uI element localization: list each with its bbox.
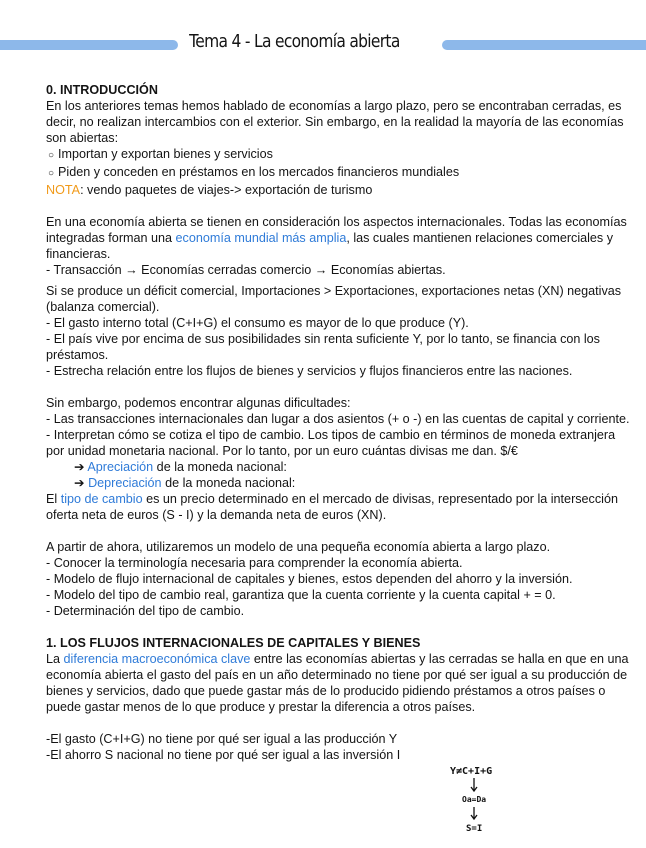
list-item: - Las transacciones internacionales dan lugar a dos asientos (+ o -) en las cuentas de capital y corriente. xyxy=(46,412,630,426)
list-item: - Modelo del tipo de cambio real, garantiza que la cuenta corriente y la cuenta capital + = 0. xyxy=(46,588,556,602)
title-decoration-left xyxy=(0,40,178,50)
arrow-right-icon: ➔ xyxy=(74,460,85,474)
page-title: Tema 4 - La economía abierta xyxy=(189,31,400,52)
exchange-rate-paragraph: El tipo de cambio es un precio determinado en el mercado de divisas, representado por la intersección oferta neta de euros (S - I) y la demanda neta de euros (XN). xyxy=(46,492,618,522)
list-item: - Interpretan cómo se cotiza el tipo de cambio. Los tipos de cambio en términos de moneda extranjera por unidad monetaria nacional. Por lo tanto, por un euro cuántas divisas me dan. $/€ xyxy=(46,428,616,458)
model-intro: A partir de ahora, utilizaremos un modelo de una pequeña economía abierta a largo plazo. xyxy=(46,540,551,554)
list-item: -El ahorro S nacional no tiene por qué ser igual a las inversión I xyxy=(46,748,401,762)
difficulties-intro: Sin embargo, podemos encontrar algunas dificultades: xyxy=(46,396,351,410)
list-item: - Conocer la terminología necesaria para comprender la economía abierta. xyxy=(46,556,463,570)
handwritten-line-2: Oa=Da xyxy=(462,795,487,804)
intro-paragraph: En los anteriores temas hemos hablado de economías a largo plazo, pero se encontraban cerradas, es decir, no realizan intercambios con el exterior. Sin embargo, en la realidad la mayoría de las economías son abiertas: xyxy=(46,99,624,145)
highlight-term: tipo de cambio xyxy=(60,492,143,506)
arrow-right-icon: ➔ xyxy=(74,476,85,490)
highlight-term: economía mundial más amplia xyxy=(175,231,347,245)
document-body xyxy=(46,82,631,763)
circle-bullet-icon: ○ xyxy=(48,150,55,161)
flows-paragraph: La diferencia macroeconómica clave entre las economías abiertas y las cerradas se halla en que en una economía abierta el gasto del país en un año determinado no tiene por qué ser igual a su producción de bienes y servicios, dado que puede gastar más de lo producido pidiendo préstamos a otros países o puede gastar menos de lo que produce y prestar la diferencia a otros países. xyxy=(46,652,629,714)
list-item: ➔ Depreciación de la moneda nacional: xyxy=(74,476,296,490)
section-heading-flows: 1. LOS FLUJOS INTERNACIONALES DE CAPITALES Y BIENES xyxy=(46,636,421,650)
list-item: ➔ Apreciación de la moneda nacional: xyxy=(74,460,287,474)
title-bar xyxy=(0,30,646,60)
deficit-paragraph: Si se produce un déficit comercial, Importaciones > Exportaciones, exportaciones netas (XN) negativas (balanza comercial). xyxy=(46,284,622,314)
note-label: NOTA xyxy=(46,183,81,197)
open-economy-paragraph: En una economía abierta se tienen en consideración los aspectos internacionales. Todas las economías integradas forman una economía mundial más amplia, las cuales mantienen relaciones comerciales y financieras. xyxy=(46,215,627,261)
list-item: ○ Piden y conceden en préstamos en los mercados financieros mundiales xyxy=(46,164,631,182)
list-item: - Determinación del tipo de cambio. xyxy=(46,604,245,618)
section-heading-intro: 0. INTRODUCCIÓN xyxy=(46,83,158,97)
list-item: - Estrecha relación entre los flujos de bienes y servicios y flujos financieros entre las naciones. xyxy=(46,364,573,378)
list-item: ○ Importan y exportan bienes y servicios xyxy=(46,146,631,164)
list-item: -El gasto (C+I+G) no tiene por qué ser igual a las producción Y xyxy=(46,732,398,746)
list-item: - El país vive por encima de sus posibilidades sin renta suficiente Y, por lo tanto, se financia con los préstamos. xyxy=(46,332,600,362)
title-decoration-right xyxy=(442,40,646,50)
handwritten-line-3: S=I xyxy=(466,824,483,834)
highlight-term: Depreciación xyxy=(88,476,162,490)
list-item: - El gasto interno total (C+I+G) el consumo es mayor de lo que produce (Y). xyxy=(46,316,469,330)
highlight-term: Apreciación xyxy=(87,460,154,474)
note-line xyxy=(46,182,631,198)
handwritten-line-1: Y≠C+I+G xyxy=(450,766,493,777)
note-text: : vendo paquetes de viajes-> exportación de turismo xyxy=(80,183,373,197)
highlight-term: diferencia macroeconómica clave xyxy=(63,652,251,666)
transaction-line: - Transacción → Economías cerradas comercio → Economías abiertas. xyxy=(46,263,446,277)
list-item: - Modelo de flujo internacional de capitales y bienes, estos dependen del ahorro y la inversión. xyxy=(46,572,573,586)
handwritten-equations xyxy=(446,760,526,836)
circle-bullet-icon: ○ xyxy=(48,168,55,179)
